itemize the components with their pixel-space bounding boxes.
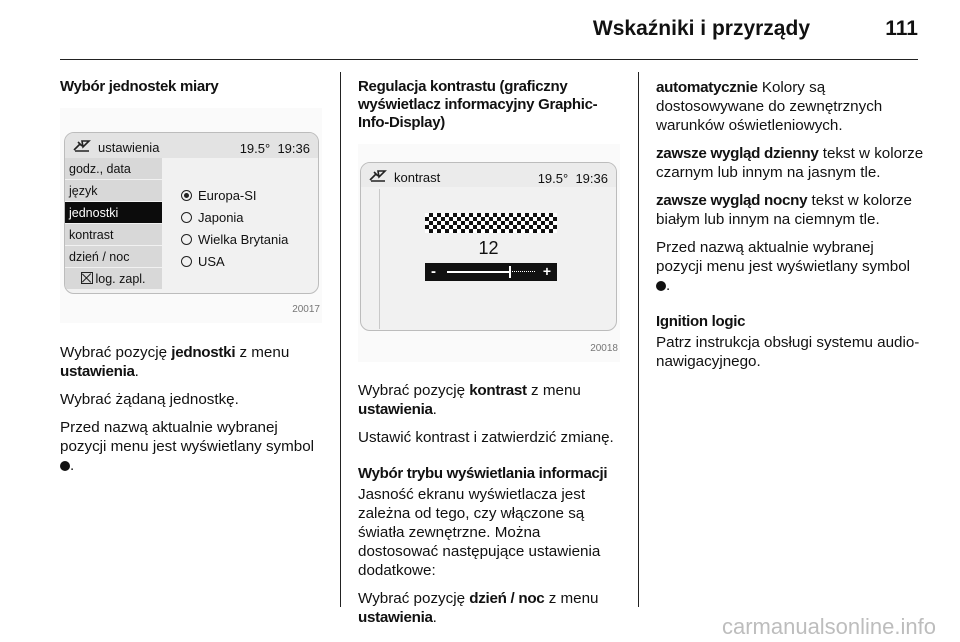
paragraph: Wybrać pozycję jednostki z menu ustawienia. xyxy=(60,344,290,380)
slider-fill xyxy=(447,271,509,273)
screen-header xyxy=(361,163,616,187)
section-heading-display-mode: Wybór trybu wyświetlania informacji xyxy=(358,465,608,482)
figure-number: 20018 xyxy=(590,343,618,354)
header-divider xyxy=(60,59,918,60)
contrast-slider[interactable] xyxy=(425,263,557,281)
clock: 19:36 xyxy=(575,171,608,186)
paragraph: Przed nazwą aktualnie wybranej pozycji menu jest wyświetlany symbol . xyxy=(60,419,315,474)
figure-number: 20017 xyxy=(292,304,320,315)
paragraph: Wybrać pozycję kontrast z menu ustawienia. xyxy=(358,382,581,418)
menu-item-time-date[interactable]: godz., data xyxy=(65,158,162,180)
figure-contrast xyxy=(358,144,620,362)
paragraph: zawsze wygląd nocny tekst w kolorze białym lub innym na ciemnym tle. xyxy=(656,192,912,228)
page-header-title: Wskaźniki i przyrządy xyxy=(592,17,810,40)
section-heading-units: Wybór jednostek miary xyxy=(60,78,219,95)
option-wielka-brytania[interactable]: Wielka Brytania xyxy=(181,229,288,251)
radio-icon xyxy=(181,256,192,267)
contrast-value: 12 xyxy=(478,238,499,258)
column-divider-1 xyxy=(340,72,341,607)
temp-time-readout xyxy=(240,139,310,158)
settings-icon xyxy=(369,169,387,182)
column-3 xyxy=(656,78,924,380)
menu-item-contrast[interactable]: kontrast xyxy=(65,224,162,246)
option-usa[interactable]: USA xyxy=(181,251,288,273)
radio-selected-icon xyxy=(181,190,192,201)
temp-time-readout xyxy=(538,169,608,188)
minus-icon[interactable]: - xyxy=(431,263,436,280)
slider-thumb[interactable] xyxy=(509,266,511,278)
menu-item-day-night[interactable]: dzień / noc xyxy=(65,246,162,268)
paragraph: Patrz instrukcja obsługi systemu audio-nawigacyjnego. xyxy=(656,334,920,370)
section-heading-ignition-logic: Ignition logic xyxy=(656,313,746,330)
option-japonia[interactable]: Japonia xyxy=(181,207,288,229)
paragraph: Ustawić kontrast i zatwierdzić zmianę. xyxy=(358,429,614,446)
screen-title: ustawienia xyxy=(98,140,160,155)
display-screen xyxy=(64,132,319,294)
bullet-dot-icon xyxy=(656,281,666,291)
settings-icon xyxy=(73,139,91,152)
watermark: carmanualsonline.info xyxy=(721,614,936,639)
factory-settings-label: log. zapl. xyxy=(95,272,146,286)
menu-item-units[interactable]: jednostki xyxy=(65,202,162,224)
screen-title: kontrast xyxy=(394,170,441,185)
plus-icon[interactable]: + xyxy=(542,263,551,279)
paragraph: Wybrać żądaną jednostkę. xyxy=(60,391,239,408)
units-options xyxy=(181,185,288,273)
column-2 xyxy=(358,78,623,636)
radio-icon xyxy=(181,234,192,245)
paragraph: Przed nazwą aktualnie wybranej pozycji menu jest wyświetlany symbol . xyxy=(656,239,911,294)
paragraph: zawsze wygląd dzienny tekst w kolorze czarnym lub innym na jasnym tle. xyxy=(656,145,924,181)
section-heading-contrast: Regulacja kontrastu (graficzny wyświetlacz informacyjny Graphic-Info-Display) xyxy=(358,78,598,131)
contrast-test-pattern xyxy=(425,213,557,233)
paragraph: Wybrać pozycję dzień / noc z menu ustawienia. xyxy=(358,590,599,626)
radio-icon xyxy=(181,212,192,223)
paragraph: Jasność ekranu wyświetlacza jest zależna od tego, czy włączone są światła zewnętrzne. Można dostosować następujące ustawienia dodatkowe: xyxy=(358,486,601,579)
menu-item-language[interactable]: język xyxy=(65,180,162,202)
page-number: 111 xyxy=(885,17,918,40)
column-1 xyxy=(60,78,325,484)
bullet-dot-icon xyxy=(60,461,70,471)
paragraph: automatycznie Kolory są dostosowywane do zewnętrznych warunków oświetleniowych. xyxy=(656,79,883,134)
screen-divider xyxy=(379,189,380,329)
factory-settings-button[interactable] xyxy=(65,268,162,290)
screen-header xyxy=(65,133,318,158)
display-screen xyxy=(360,162,617,331)
clock: 19:36 xyxy=(277,141,310,156)
temperature: 19.5° xyxy=(537,171,569,186)
temperature: 19.5° xyxy=(239,141,271,156)
checkbox-icon xyxy=(81,272,93,284)
column-divider-2 xyxy=(638,72,639,607)
figure-settings-menu xyxy=(60,108,322,323)
option-europa-si[interactable]: Europa-SI xyxy=(181,185,288,207)
settings-menu xyxy=(65,158,162,290)
